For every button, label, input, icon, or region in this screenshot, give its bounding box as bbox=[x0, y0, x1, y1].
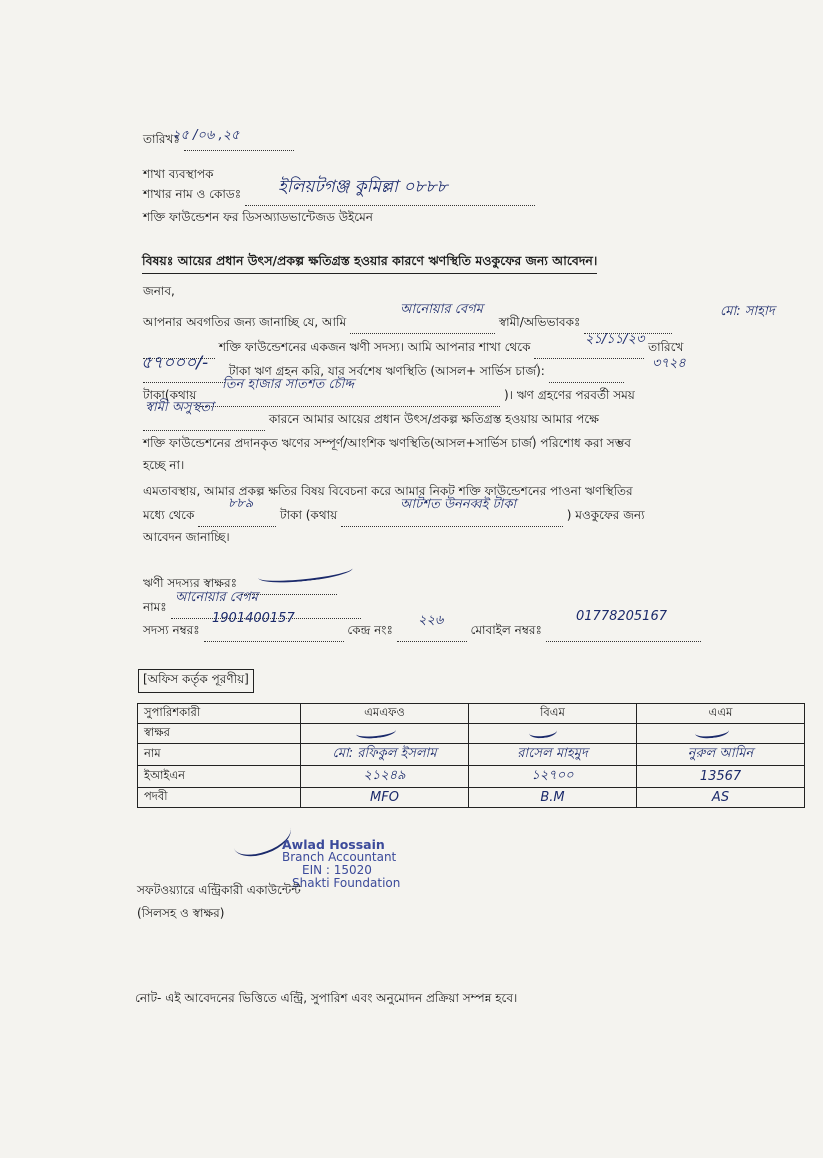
p1-line-1: আপনার অবগতির জন্য জানাচ্ছি যে, আমি স্বামী/অভিভাবকঃ bbox=[143, 314, 672, 334]
balance-words-handwritten: তিন হাজার সাতশত চৌদ্দ bbox=[222, 377, 354, 392]
software-entry-label: সফটওয়্যারে এন্ট্রিকারী একাউন্টেন্ট bbox=[137, 883, 301, 897]
guardian-handwritten: মো: সাহাদ bbox=[720, 304, 775, 319]
table-row bbox=[138, 766, 805, 788]
header-cell: এএম bbox=[637, 704, 805, 724]
table-cell: রাসেল মাহমুদ bbox=[469, 744, 637, 766]
waiver-amount-handwritten: ৮৮৯ bbox=[228, 496, 254, 511]
branch-label: শাখার নাম ও কোডঃ bbox=[143, 187, 242, 201]
p2-line-2: মধ্যে থেকে টাকা (কথায় ) মওকুফের জন্য bbox=[143, 507, 645, 527]
balance-handwritten: ৩৭২৪ bbox=[652, 356, 686, 371]
loan-amount-handwritten: ৫৭০০০/- bbox=[141, 353, 209, 373]
table-cell: MFO bbox=[301, 788, 469, 808]
p1-line-7: হচ্ছে না। bbox=[143, 458, 185, 472]
p1-line-6: শক্তি ফাউন্ডেশনের প্রদানকৃত ঋণের সম্পূর্ণ/আংশিক ঋণস্থিতি(আসল+সার্ভিস চার্জ) পরিশোধ করা সম্ভব bbox=[143, 436, 631, 450]
p2-line-3: আবেদন জানাচ্ছি। bbox=[143, 530, 230, 544]
recipient-title: শাখা ব্যবস্থাপক bbox=[143, 167, 214, 181]
stamp-title: Branch Accountant bbox=[282, 850, 397, 864]
p2-line-1: এমতাবস্থায়, আমার প্রকল্প ক্ষতির বিষয় বিবেচনা করে আমার নিকট শক্তি ফাউন্ডেশনের পাওনা ঋণস্থিতির bbox=[143, 484, 633, 498]
member-id-line: সদস্য নম্বরঃ কেন্দ্র নংঃ মোবাইল নম্বরঃ bbox=[143, 622, 701, 642]
table-row bbox=[138, 744, 805, 766]
row-label: নাম bbox=[138, 744, 301, 766]
table-cell: AS bbox=[637, 788, 805, 808]
office-heading: [অফিস কর্তৃক পূরণীয়] bbox=[138, 669, 254, 693]
org-name: শক্তি ফাউন্ডেশন ফর ডিসঅ্যাডভান্টেজড উইমেন bbox=[143, 210, 373, 224]
bm-signature bbox=[528, 725, 557, 740]
header-cell: বিএম bbox=[469, 704, 637, 724]
row-label: পদবী bbox=[138, 788, 301, 808]
p1-line-2: শক্তি ফাউন্ডেশনের একজন ঋণী সদস্য। আমি আপনার শাখা থেকে তারিখে bbox=[143, 339, 683, 359]
p1-line-3: টাকা ঋণ গ্রহন করি, যার সর্বশেষ ঋণস্থিতি (আসল+ সার্ভিস চার্জ): bbox=[143, 363, 624, 383]
member-id-value: 1901400157 bbox=[212, 611, 295, 626]
table-cell: 13567 bbox=[637, 766, 805, 788]
office-table bbox=[137, 703, 805, 808]
reason-handwritten: স্বামী অসুস্থতা bbox=[145, 400, 214, 415]
date-value: ২৫ /০৬ ,২৫ bbox=[172, 128, 240, 143]
header-cell: এমএফও bbox=[301, 704, 469, 724]
table-row bbox=[138, 724, 805, 744]
branch-value: ইলিয়টগঞ্জ কুমিল্লা ০৮৮৮ bbox=[278, 177, 448, 197]
subject: বিষয়ঃ আয়ের প্রধান উৎস/প্রকল্প ক্ষতিগ্রস্ত হওয়ার কারণে ঋণস্থিতি মওকুফের জন্য আবেদন। bbox=[142, 253, 597, 274]
center-value: ২২৬ bbox=[418, 613, 444, 628]
row-label: স্বাক্ষর bbox=[138, 724, 301, 744]
signature-cell bbox=[637, 724, 805, 744]
date-label: তারিখঃ bbox=[143, 132, 180, 146]
mfo-signature bbox=[355, 724, 396, 740]
member-name-line: নামঃ bbox=[143, 599, 361, 619]
header-cell: সুপারিশকারী bbox=[138, 704, 301, 724]
stamp-ein: EIN : 15020 bbox=[302, 863, 372, 877]
mobile-value: 01778205167 bbox=[576, 609, 667, 624]
member-name-handwritten: আনোয়ার বেগম bbox=[400, 302, 483, 317]
stamp-org: Shakti Foundation bbox=[292, 876, 401, 890]
table-row bbox=[138, 788, 805, 808]
table-cell: ২১২৪৯ bbox=[301, 766, 469, 788]
software-seal-label: (সিলসহ ও স্বাক্ষর) bbox=[137, 906, 225, 920]
footer-note: নোট- এই আবেদনের ভিত্তিতে এন্ট্রি, সুপারিশ এবং অনুমোদন প্রক্রিয়া সম্পন্ন হবে। bbox=[135, 991, 518, 1005]
table-cell: ১২৭০০ bbox=[469, 766, 637, 788]
salutation: জনাব, bbox=[143, 284, 175, 298]
member-sig-line: ঋণী সদস্যর স্বাক্ষরঃ bbox=[143, 575, 337, 595]
waiver-words-handwritten: আটশত উননব্বই টাকা bbox=[400, 497, 517, 512]
am-signature bbox=[694, 724, 729, 739]
stamp-name: Awlad Hossain bbox=[282, 837, 385, 852]
table-header-row bbox=[138, 704, 805, 724]
loan-date-handwritten: ২১/১১/২৩ bbox=[585, 332, 645, 347]
p1-line-5: কারনে আমার আয়ের প্রধান উৎস/প্রকল্প ক্ষতিগ্রস্ত হওয়ায় আমার পক্ষে bbox=[143, 411, 599, 431]
table-cell: মো: রফিকুল ইসলাম bbox=[301, 744, 469, 766]
p1-line-4: টাকা(কথায় )। ঋণ গ্রহণের পরবর্তী সময় bbox=[143, 387, 635, 407]
table-cell: B.M bbox=[469, 788, 637, 808]
member-name-value: আনোয়ার বেগম bbox=[175, 590, 258, 605]
signature-cell bbox=[469, 724, 637, 744]
signature-cell bbox=[301, 724, 469, 744]
table-cell: নুরুল আমিন bbox=[637, 744, 805, 766]
row-label: ইআইএন bbox=[138, 766, 301, 788]
